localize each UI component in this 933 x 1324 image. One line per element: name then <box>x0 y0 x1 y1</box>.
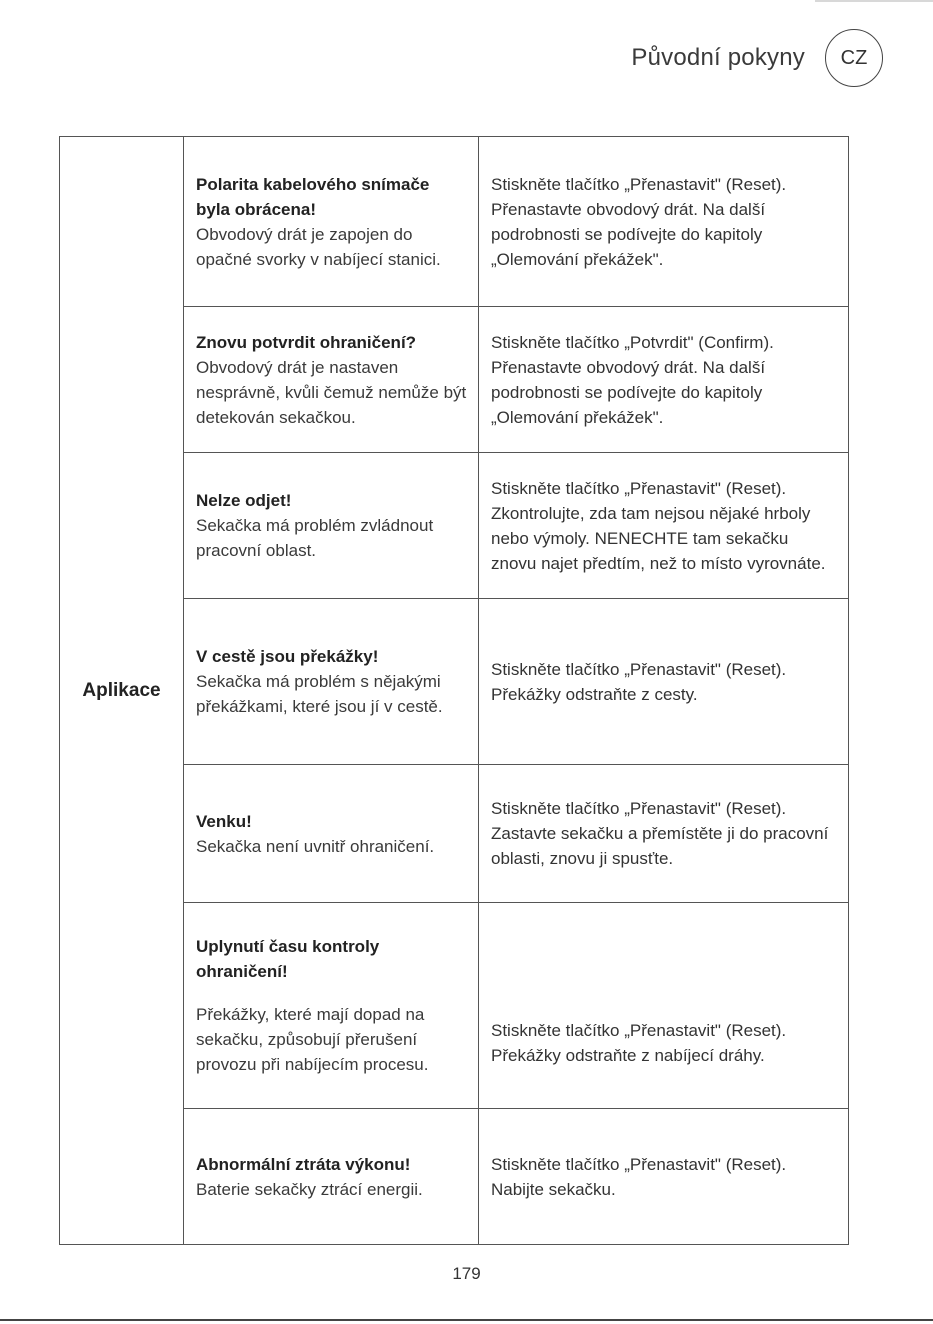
issue-cell <box>184 765 479 903</box>
issue-title: Venku! <box>196 811 252 831</box>
header-title: Původní pokyny <box>631 44 805 71</box>
issue-description: Obvodový drát je zapojen do opačné svorky v nabíjecí stanici. <box>196 224 441 269</box>
issue-cell <box>184 1109 479 1245</box>
page-header <box>631 28 883 88</box>
solution-cell: Stiskněte tlačítko „Přenastavit" (Reset). Překážky odstraňte z cesty. <box>479 599 849 765</box>
solution-cell: Stiskněte tlačítko „Přenastavit" (Reset). Zastavte sekačku a přemístěte ji do pracovní oblasti, znovu ji spusťte. <box>479 765 849 903</box>
issue-description: Sekačka není uvnitř ohraničení. <box>196 836 435 856</box>
issue-cell <box>184 307 479 453</box>
issue-title: Abnormální ztráta výkonu! <box>196 1154 411 1174</box>
bottom-rule <box>0 1319 933 1321</box>
issue-cell <box>184 599 479 765</box>
issue-title: Polarita kabelového snímače byla obrácena! <box>196 174 430 219</box>
solution-cell: Stiskněte tlačítko „Přenastavit" (Reset). Přenastavte obvodový drát. Na další podrobnosti se podívejte do kapitoly „Olemování překážek". <box>479 137 849 307</box>
solution-cell: Stiskněte tlačítko „Přenastavit" (Reset). Zkontrolujte, zda tam nejsou nějaké hrboly nebo výmoly. NENECHTE tam sekačku znovu najet předtím, než to místo vyrovnáte. <box>479 453 849 599</box>
category-cell: Aplikace <box>60 137 184 1245</box>
troubleshooting-table <box>59 136 849 1245</box>
page-number: 179 <box>452 1264 481 1283</box>
issue-description: Obvodový drát je nastaven nesprávně, kvůli čemuž nemůže být detekován sekačkou. <box>196 357 467 427</box>
issue-title: V cestě jsou překážky! <box>196 647 379 666</box>
issue-title: Znovu potvrdit ohraničení? <box>196 332 417 352</box>
top-rule <box>815 0 933 2</box>
solution-cell: Stiskněte tlačítko „Přenastavit" (Reset). Překážky odstraňte z nabíjecí dráhy. <box>479 903 849 1109</box>
table-row <box>60 137 849 307</box>
issue-cell <box>184 137 479 307</box>
issue-description: Baterie sekačky ztrácí energii. <box>196 1179 423 1199</box>
solution-cell: Stiskněte tlačítko „Potvrdit" (Confirm). Přenastavte obvodový drát. Na další podrobnosti se podívejte do kapitoly „Olemování překážek". <box>479 307 849 453</box>
solution-cell: Stiskněte tlačítko „Přenastavit" (Reset). Nabijte sekačku. <box>479 1109 849 1245</box>
spacer <box>196 984 468 1002</box>
issue-description: Sekačka má problém zvládnout pracovní oblast. <box>196 516 434 560</box>
language-badge: CZ <box>825 29 883 87</box>
issue-description: Překážky, které mají dopad na sekačku, způsobují přerušení provozu při nabíjecím procesu. <box>196 1005 429 1074</box>
issue-title: Nelze odjet! <box>196 491 292 510</box>
issue-cell <box>184 903 479 1109</box>
issue-cell <box>184 453 479 599</box>
issue-title: Uplynutí času kontroly ohraničení! <box>196 937 380 981</box>
issue-description: Sekačka má problém s nějakými překážkami, které jsou jí v cestě. <box>196 672 443 716</box>
